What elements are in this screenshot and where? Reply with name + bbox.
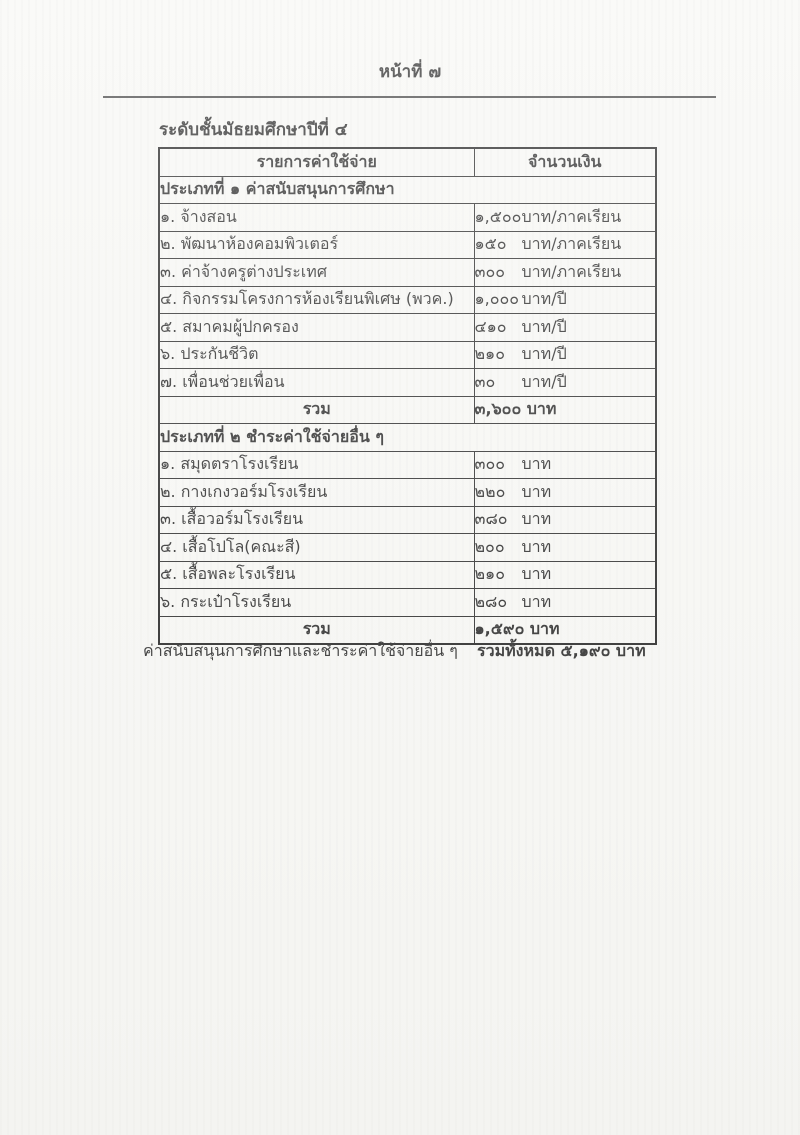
amount-unit: บาท/ภาคเรียน <box>521 261 622 281</box>
column-header-amount: จำนวนเงิน <box>474 148 656 176</box>
fee-amount <box>474 259 656 287</box>
amount-unit: บาท <box>521 509 552 529</box>
fee-item-label: ๖. ประกันชีวิต <box>159 341 474 369</box>
fee-amount <box>474 204 656 232</box>
fee-row <box>159 204 656 232</box>
amount-unit: บาท <box>521 536 552 556</box>
fee-item-label: ๒. กางเกงวอร์มโรงเรียน <box>159 479 474 507</box>
amount-value: ๓๐๐ <box>474 454 505 474</box>
amount-unit: บาท/ปี <box>521 371 567 391</box>
fee-amount <box>474 451 656 479</box>
fee-amount <box>474 369 656 397</box>
fee-item-label: ๖. กระเป๋าโรงเรียน <box>159 589 474 617</box>
amount-value: ๓๘๐ <box>474 509 508 529</box>
total-label: รวม <box>159 616 474 644</box>
total-row <box>159 396 656 424</box>
fee-row <box>159 479 656 507</box>
amount-unit: บาท <box>521 454 552 474</box>
fee-row <box>159 451 656 479</box>
fee-row <box>159 369 656 397</box>
fee-item-label: ๓. ค่าจ้างครูต่างประเทศ <box>159 259 474 287</box>
fee-row <box>159 534 656 562</box>
fee-amount <box>474 534 656 562</box>
fee-amount <box>474 231 656 259</box>
page-number-header: หน้าที่ ๗ <box>378 62 442 82</box>
fee-table-body <box>159 176 656 644</box>
amount-value: ๑๕๐ <box>474 234 507 254</box>
fee-amount <box>474 341 656 369</box>
fee-row <box>159 341 656 369</box>
fee-table-head <box>159 148 656 176</box>
amount-unit: บาท <box>521 564 552 584</box>
fee-item-label: ๕. สมาคมผู้ปกครอง <box>159 314 474 342</box>
amount-value: ๒๘๐ <box>474 591 508 611</box>
fee-amount <box>474 589 656 617</box>
header-divider-line <box>103 96 716 98</box>
amount-value: ๒๑๐ <box>474 344 505 364</box>
section-header-row <box>159 424 656 452</box>
fee-amount <box>474 506 656 534</box>
fee-row <box>159 506 656 534</box>
fee-item-label: ๑. สมุดตราโรงเรียน <box>159 451 474 479</box>
section-title: ประเภทที่ ๑ ค่าสนับสนุนการศึกษา <box>159 176 656 204</box>
fee-item-label: ๒. พัฒนาห้องคอมพิวเตอร์ <box>159 231 474 259</box>
fee-row <box>159 314 656 342</box>
fee-item-label: ๕. เสื้อพละโรงเรียน <box>159 561 474 589</box>
amount-value: ๒๒๐ <box>474 481 506 501</box>
fee-item-label: ๔. เสื้อโปโล(คณะสี) <box>159 534 474 562</box>
amount-unit: บาท <box>521 481 552 501</box>
total-amount: ๓,๖๐๐ บาท <box>474 396 656 424</box>
fee-row <box>159 561 656 589</box>
total-amount: ๑,๕๙๐ บาท <box>474 616 656 644</box>
amount-unit: บาท/ภาคเรียน <box>521 234 622 254</box>
fee-row <box>159 286 656 314</box>
amount-value: ๓๐ <box>474 371 496 391</box>
total-label: รวม <box>159 396 474 424</box>
fee-row <box>159 589 656 617</box>
amount-unit: บาท/ปี <box>521 344 567 364</box>
fee-item-label: ๓. เสื้อวอร์มโรงเรียน <box>159 506 474 534</box>
amount-value: ๒๑๐ <box>474 564 505 584</box>
fee-amount <box>474 314 656 342</box>
amount-value: ๓๐๐ <box>474 261 505 281</box>
amount-value: ๔๑๐ <box>474 316 507 336</box>
amount-unit: บาท/ปี <box>521 289 567 309</box>
section-header-row <box>159 176 656 204</box>
amount-value: ๑,๕๐๐ <box>474 206 522 226</box>
fee-amount <box>474 561 656 589</box>
fee-item-label: ๑. จ้างสอน <box>159 204 474 232</box>
page-title: ระดับชั้นมัธยมศึกษาปีที่ ๔ <box>159 120 348 140</box>
amount-value: ๑,๐๐๐ <box>474 289 520 309</box>
fee-amount <box>474 479 656 507</box>
amount-value: ๒๐๐ <box>474 536 505 556</box>
amount-unit: บาท/ปี <box>521 316 567 336</box>
column-header-items: รายการค่าใช้จ่าย <box>159 148 474 176</box>
fee-row <box>159 259 656 287</box>
table-header-row <box>159 148 656 176</box>
fee-row <box>159 231 656 259</box>
fee-item-label: ๔. กิจกรรมโครงการห้องเรียนพิเศษ (พวค.) <box>159 286 474 314</box>
fee-amount <box>474 286 656 314</box>
fee-item-label: ๗. เพื่อนช่วยเพื่อน <box>159 369 474 397</box>
section-title: ประเภทที่ ๒ ชำระค่าใช้จ่ายอื่น ๆ <box>159 424 656 452</box>
summary-footer <box>143 639 646 664</box>
fee-table <box>158 147 657 645</box>
amount-unit: บาท/ภาคเรียน <box>521 206 622 226</box>
amount-unit: บาท <box>521 591 552 611</box>
grand-total-text: รวมทั้งหมด ๕,๑๙๐ บาท <box>476 641 646 660</box>
summary-text: ค่าสนับสนุนการศึกษาและชำระค่าใช้จ่ายอื่น ๆ <box>143 641 458 660</box>
